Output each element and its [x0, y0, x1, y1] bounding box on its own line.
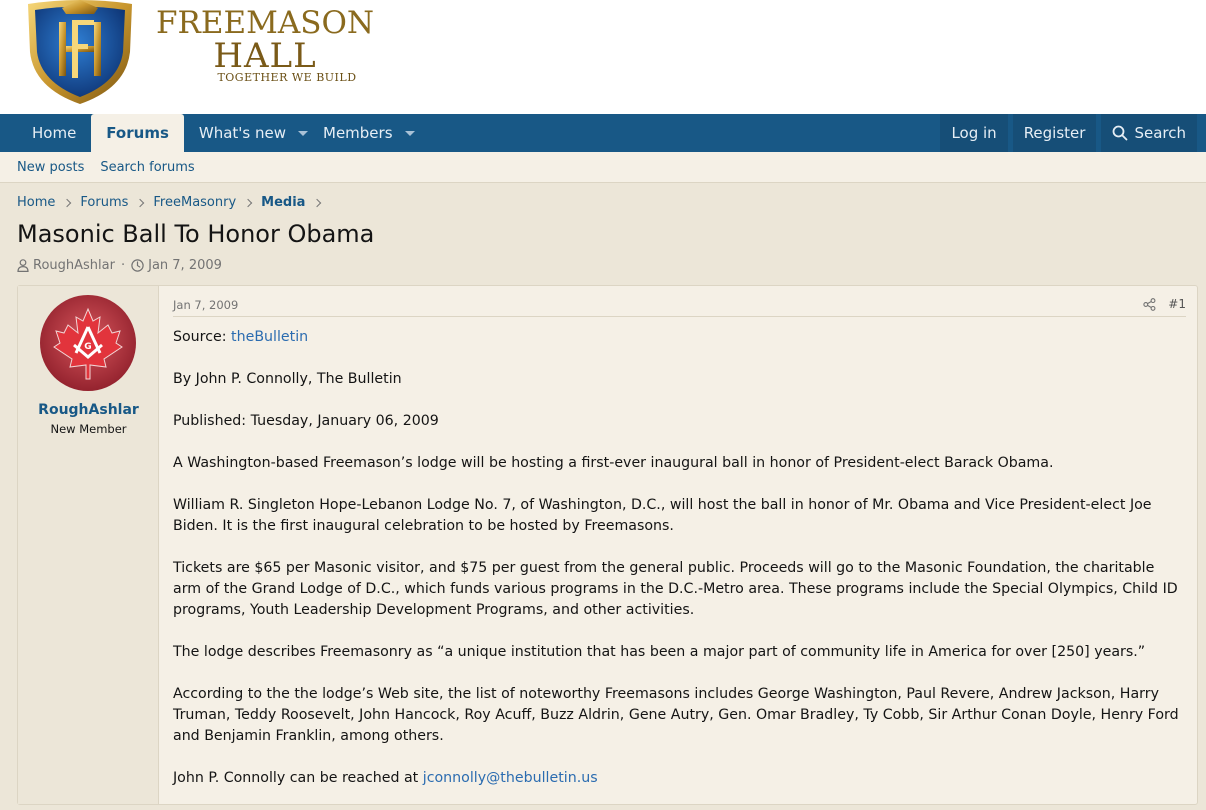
new-posts-link[interactable]: New posts	[17, 159, 85, 175]
nav-tab-whats-new-label: What's new	[198, 124, 286, 142]
chevron-right-icon	[244, 198, 252, 206]
source-link[interactable]: theBulletin	[231, 329, 309, 345]
thread-author-link[interactable]: RoughAshlar	[33, 258, 115, 273]
post-username[interactable]: RoughAshlar	[38, 402, 139, 418]
post-user-panel	[18, 286, 159, 804]
byline: By John P. Connolly, The Bulletin	[173, 371, 402, 387]
chevron-right-icon	[63, 198, 71, 206]
meta-separator: ·	[120, 258, 126, 273]
login-button[interactable]: Log in	[940, 114, 1007, 152]
svg-text:G: G	[84, 342, 92, 352]
logo-wordmark	[140, 6, 390, 84]
paragraph-1: A Washington-based Freemason’s lodge will be hosting a first-ever inaugural ball in honor of President-elect Barack Obama.	[173, 455, 1054, 471]
breadcrumb-forums[interactable]: Forums	[80, 195, 129, 210]
breadcrumb-media[interactable]: Media	[261, 195, 306, 210]
sub-nav	[0, 152, 1206, 183]
paragraph-5: According to the the lodge’s Web site, the list of noteworthy Freemasons includes George Washington, Paul Revere, Andrew Jackson, Harry Truman, Teddy Roosevelt, John Hancock, Roy Acuff, Buzz Aldrin, Gene Autry, Gen. Omar Bradley, Ty Cobb, Sir Arthur Conan Doyle, Henry Ford and Benjamin Franklin, among others.	[173, 686, 1179, 744]
post-header	[173, 286, 1186, 317]
page-title: Masonic Ball To Honor Obama	[17, 220, 375, 248]
shield-emblem-icon	[22, 0, 138, 106]
paragraph-4: The lodge describes Freemasonry as “a unique institution that has been a major part of community life in America for over [250] years.”	[173, 644, 1146, 660]
site-logo[interactable]	[22, 0, 382, 108]
chevron-right-icon	[136, 198, 144, 206]
clock-icon	[131, 259, 144, 272]
chevron-right-icon	[313, 198, 321, 206]
contact-email-link[interactable]: jconnolly@thebulletin.us	[422, 770, 598, 786]
main-nav	[0, 114, 1206, 152]
chevron-down-icon[interactable]	[298, 131, 308, 136]
breadcrumb-home[interactable]: Home	[17, 195, 56, 210]
nav-tab-whats-new[interactable]	[184, 114, 323, 152]
paragraph-3: Tickets are $65 per Masonic visitor, and $75 per guest from the general public. Proceeds will go to the Masonic Foundation, the charitable arm of the Grand Lodge of D.C., which funds various programs in the D.C.-Metro area. These programs include the Special Olympics, Child ID programs, Youth Leadership Development Programs, and other activities.	[173, 560, 1178, 618]
contact-line	[173, 768, 1186, 789]
site-header	[0, 0, 1206, 114]
logo-subtitle: HALL	[213, 36, 317, 76]
logo-title: FREEMASON	[155, 5, 374, 41]
nav-tab-forums[interactable]: Forums	[91, 114, 184, 152]
user-title: New Member	[50, 422, 127, 436]
search-button-label: Search	[1134, 124, 1186, 142]
post-main	[173, 286, 1186, 810]
published-line: Published: Tuesday, January 06, 2009	[173, 413, 439, 429]
chevron-down-icon[interactable]	[405, 131, 415, 136]
user-icon	[17, 259, 29, 272]
source-line	[173, 327, 1186, 348]
breadcrumb	[17, 195, 330, 210]
avatar[interactable]	[40, 295, 136, 391]
search-forums-link[interactable]: Search forums	[100, 159, 195, 175]
search-button[interactable]	[1101, 114, 1197, 152]
source-label: Source:	[173, 329, 227, 345]
maple-leaf-compass-icon	[40, 295, 136, 391]
register-button[interactable]: Register	[1013, 114, 1097, 152]
post-number-link[interactable]: #1	[1168, 297, 1186, 311]
post-date-link[interactable]: Jan 7, 2009	[173, 298, 239, 312]
search-icon	[1112, 125, 1128, 141]
post-message	[17, 285, 1198, 805]
paragraph-2: William R. Singleton Hope-Lebanon Lodge No. 7, of Washington, D.C., will host the ball in honor of Mr. Obama and Vice President-elect Joe Biden. It is the first inaugural celebration to be hosted by Freemasons.	[173, 497, 1152, 534]
logo-tagline: TOGETHER WE BUILD	[217, 71, 357, 84]
nav-tab-home[interactable]: Home	[32, 124, 77, 142]
contact-text: John P. Connolly can be reached at	[173, 770, 423, 786]
nav-tab-members[interactable]	[323, 114, 430, 152]
thread-meta	[17, 258, 222, 273]
nav-tab-members-label: Members	[323, 124, 393, 142]
post-actions	[1143, 297, 1186, 311]
breadcrumb-freemasonry[interactable]: FreeMasonry	[153, 195, 237, 210]
post-body	[173, 317, 1186, 789]
thread-date-link[interactable]: Jan 7, 2009	[148, 258, 222, 273]
share-icon[interactable]	[1143, 298, 1156, 311]
